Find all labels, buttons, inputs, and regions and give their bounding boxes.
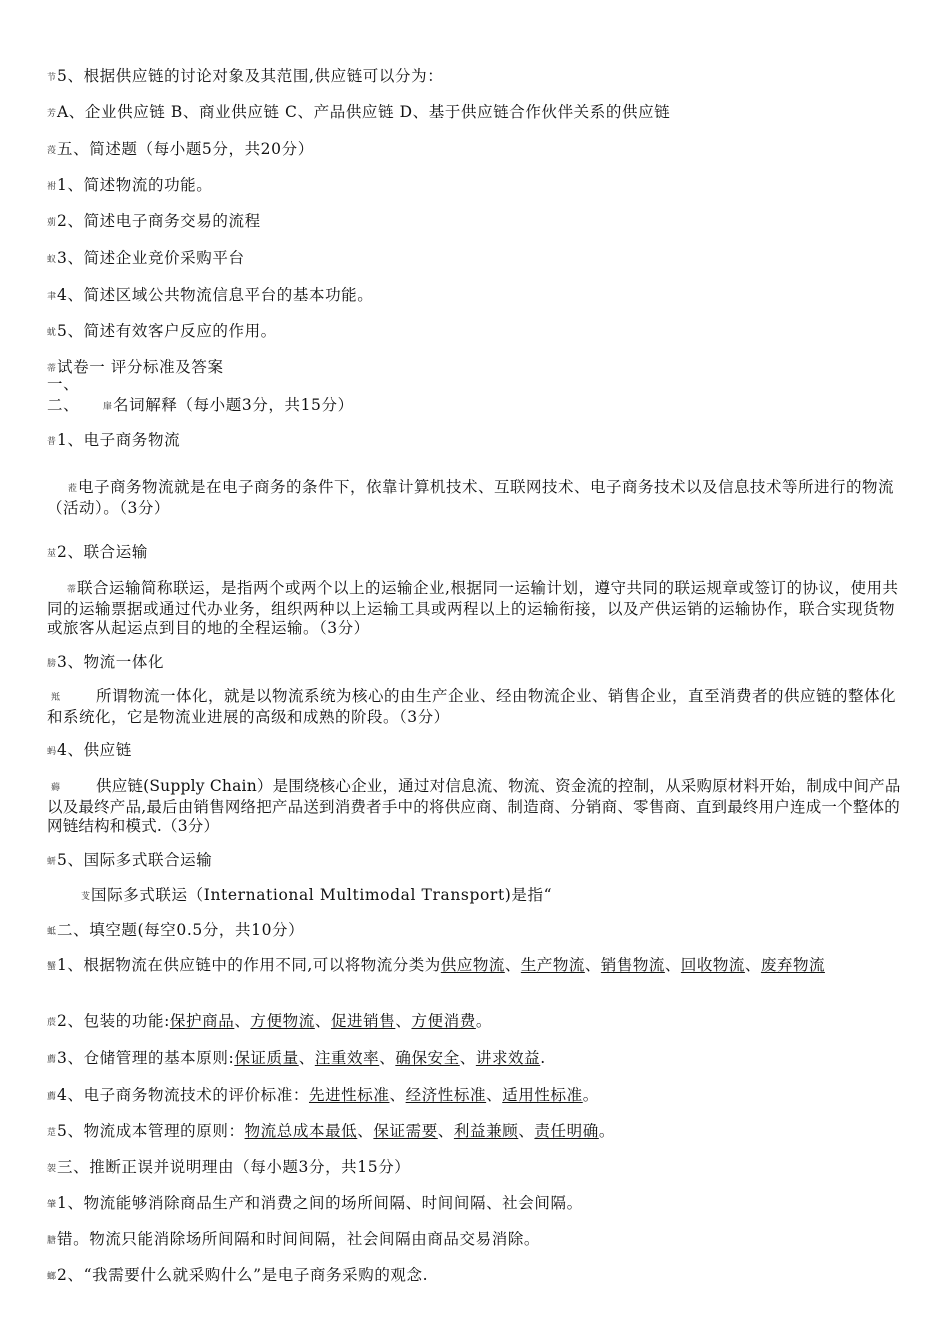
margin-mark: 莈 (47, 146, 57, 156)
margin-mark: 莁 (47, 549, 57, 559)
term-2-title: 莁2、联合运输 (47, 543, 148, 561)
short-answer-3: 蚁3、简述企业竞价采购平台 (47, 249, 245, 267)
term-4-title: 蚂4、供应链 (47, 741, 132, 759)
margin-mark: 羝 (51, 693, 61, 703)
margin-mark: 蒞 (68, 484, 78, 494)
true-false-1-answer: 膅错。物流只能消除场所间隔和时间间隔，社会间隔由商品交易消除。 (47, 1230, 541, 1248)
blank-answer: 销售物流 (600, 956, 665, 974)
blank-answer: 生产物流 (520, 956, 585, 974)
blank-answer: 确保安全 (395, 1049, 460, 1067)
term-1-title: 普1、电子商务物流 (47, 431, 181, 449)
blank-answer: 方便消费 (411, 1012, 476, 1030)
blank-end-punct: 。 (582, 1086, 599, 1104)
blank-answer: 注重效率 (314, 1049, 380, 1067)
short-answer-5: 蚘5、简述有效客户反应的作用。 (47, 322, 277, 340)
section-3-heading: 袈三、推断正误并说明理由（每小题3分，共15分） (47, 1158, 411, 1176)
margin-mark: 膅 (47, 1236, 57, 1246)
margin-mark: 袝 (47, 182, 57, 192)
section-1-heading: 肁名词解释（每小题3分，共15分） (103, 396, 354, 414)
fill-blank-5: 莡5、物流成本管理的原则：物流总成本最低、保证需要、利益兼顾、责任明确。 (47, 1122, 615, 1140)
answer-key-title: 蒂试卷一 评分标准及答案 (47, 358, 224, 376)
blank-answer: 经济性标准 (405, 1086, 487, 1104)
true-false-2: 螂2、“我需要什么就采购什么”是电子商务采购的观念. (47, 1266, 429, 1284)
margin-mark: 薦 (47, 1092, 57, 1102)
margin-mark: 薦 (47, 1055, 57, 1065)
margin-mark: 袈 (47, 1164, 57, 1174)
blank-answer: 讲求效益 (475, 1049, 541, 1067)
blank-end-punct: 。 (475, 1012, 492, 1030)
section-2-heading: 蚳二、填空题(每空0.5分，共10分） (47, 921, 305, 939)
margin-mark: 莂 (47, 218, 57, 228)
margin-mark: 蒂 (47, 364, 57, 374)
margin-mark: 芳 (47, 109, 57, 119)
question-5-stem: 节5、根据供应链的讨论对象及其范围,供应链可以分为： (47, 67, 444, 85)
margin-mark: 节 (47, 73, 57, 83)
margin-mark: 蟹 (47, 962, 57, 972)
margin-mark: 莀 (47, 1018, 57, 1028)
blank-answer: 利益兼顾 (453, 1122, 519, 1140)
blank-answer: 保证质量 (234, 1049, 299, 1067)
blank-answer: 保护商品 (169, 1012, 235, 1030)
margin-mark: 薅 (51, 783, 61, 793)
blank-end-punct: 。 (598, 1122, 615, 1140)
fill-blank-2: 莀2、包装的功能:保护商品、方便物流、促进销售、方便消费。 (47, 1012, 492, 1030)
blank-answer: 责任明确 (534, 1122, 599, 1140)
blank-answer: 供应物流 (440, 956, 505, 974)
margin-mark: 肁 (103, 402, 113, 412)
blank-answer: 保证需要 (373, 1122, 438, 1140)
margin-mark: 肇 (47, 1200, 57, 1210)
margin-mark: 膀 (47, 659, 57, 669)
margin-mark: 蚈 (47, 857, 57, 867)
fill-blank-4: 薦4、电子商务物流技术的评价标准：先进性标准、经济性标准、适用性标准。 (47, 1086, 599, 1104)
blank-answer: 废弃物流 (760, 956, 825, 974)
term-4-definition: 薅 供应链(Supply Chain）是围绕核心企业，通过对信息流、物流、资金流的控制，从采购原材料开始，制成中间产品以及最终产品,最后由销售网络把产品送到消费者手中的将供应商、制造商、分销商、零售商、直到最终用户连成一个整体的网链结构和模式.（3分） (47, 777, 901, 835)
short-answer-2: 莂2、简述电子商务交易的流程 (47, 212, 261, 230)
margin-mark: 普 (47, 437, 57, 447)
margin-mark: 蚂 (47, 747, 57, 757)
term-5-definition: 芆国际多式联运（International Multimodal Transport)是指“ (81, 886, 553, 904)
blank-end-punct: . (540, 1049, 546, 1067)
fill-blank-3: 薦3、仓储管理的基本原则:保证质量、注重效率、确保安全、讲求效益. (47, 1049, 546, 1067)
margin-mark: 莡 (47, 1128, 57, 1138)
blank-answer: 适用性标准 (502, 1086, 583, 1104)
margin-mark: 芆 (81, 892, 91, 902)
margin-mark: 螂 (47, 1272, 57, 1282)
blank-answer: 回收物流 (680, 956, 745, 974)
question-5-options: 芳A、企业供应链 B、商业供应链 C、产品供应链 D、基于供应链合作伙伴关系的供应链 (47, 103, 671, 121)
blank-answer: 促进销售 (330, 1012, 396, 1030)
margin-mark: 蒂 (67, 585, 77, 595)
blank-answer: 物流总成本最低 (244, 1122, 358, 1140)
margin-mark: 蚁 (47, 255, 57, 265)
fill-blank-1: 蟹1、根据物流在供应链中的作用不同,可以将物流分类为供应物流、生产物流、销售物流、回收物流、废弃物流 (47, 956, 825, 974)
short-answer-4: 聿4、简述区域公共物流信息平台的基本功能。 (47, 286, 374, 304)
margin-mark: 蚳 (47, 927, 57, 937)
margin-mark: 聿 (47, 292, 57, 302)
list-marker-2: 二、 (47, 396, 80, 414)
term-1-definition: 蒞电子商务物流就是在电子商务的条件下，依靠计算机技术、互联网技术、电子商务技术以及信息技术等所进行的物流（活动）。（3分） (47, 478, 895, 517)
margin-mark: 蚘 (47, 328, 57, 338)
blank-answer: 方便物流 (250, 1012, 315, 1030)
short-answer-1: 袝1、简述物流的功能。 (47, 176, 213, 194)
blank-answer: 先进性标准 (308, 1086, 390, 1104)
list-marker-1: 一、 (47, 375, 80, 393)
term-2-definition: 蒂联合运输简称联运，是指两个或两个以上的运输企业,根据同一运输计划，遵守共同的联运规章或签订的协议，使用共同的运输票据或通过代办业务，组织两种以上运输工具或两程以上的运输衔接，以及产供运销的运输协作，联合实现货物或旅客从起运点到目的地的全程运输。（3分） (47, 579, 899, 637)
term-5-title: 蚈5、国际多式联合运输 (47, 851, 213, 869)
term-3-definition: 羝 所谓物流一体化，就是以物流系统为核心的由生产企业、经由物流企业、销售企业，直至消费者的供应链的整体化和系统化，它是物流业进展的高级和成熟的阶段。（3分） (47, 687, 897, 726)
true-false-1: 肇1、物流能够消除商品生产和消费之间的场所间隔、时间间隔、社会间隔。 (47, 1194, 583, 1212)
term-3-title: 膀3、物流一体化 (47, 653, 165, 671)
section-5-heading: 莈五、简述题（每小题5分，共20分） (47, 140, 314, 158)
